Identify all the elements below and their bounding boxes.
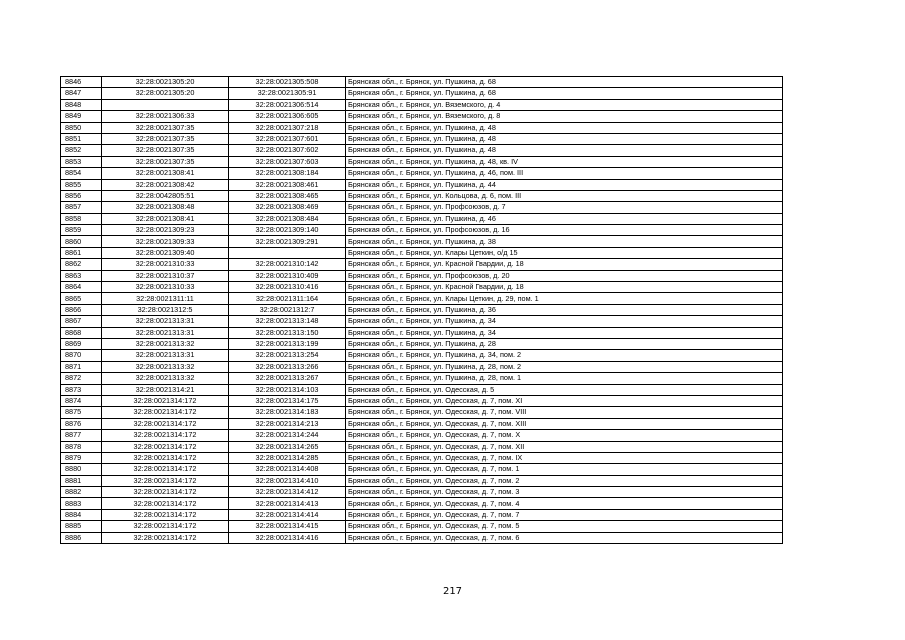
parent-cadastral-number-cell: 32:28:0021309:23 [102,225,229,236]
table-row [61,464,783,475]
row-number-cell: 8857 [61,202,102,213]
cadastral-number-cell: 32:28:0021314:408 [229,464,346,475]
table-row [61,498,783,509]
table-row [61,282,783,293]
row-number-cell: 8846 [61,77,102,88]
cadastral-number-cell: 32:28:0021314:412 [229,487,346,498]
parent-cadastral-number-cell: 32:28:0021313:32 [102,361,229,372]
cadastral-number-cell: 32:28:0021308:184 [229,168,346,179]
row-number-cell: 8847 [61,88,102,99]
parent-cadastral-number-cell: 32:28:0021310:37 [102,270,229,281]
row-number-cell: 8854 [61,168,102,179]
address-cell: Брянская обл., г. Брянск, ул. Пушкина, д. 48 [346,122,783,133]
table-row [61,327,783,338]
parent-cadastral-number-cell: 32:28:0021308:41 [102,213,229,224]
table-row [61,304,783,315]
row-number-cell: 8848 [61,99,102,110]
parent-cadastral-number-cell: 32:28:0021305:20 [102,88,229,99]
parent-cadastral-number-cell: 32:28:0021310:33 [102,282,229,293]
row-number-cell: 8882 [61,487,102,498]
cadastral-number-cell: 32:28:0021313:254 [229,350,346,361]
cadastral-number-cell: 32:28:0021307:218 [229,122,346,133]
row-number-cell: 8885 [61,521,102,532]
parent-cadastral-number-cell: 32:28:0021307:35 [102,145,229,156]
row-number-cell: 8870 [61,350,102,361]
row-number-cell: 8880 [61,464,102,475]
cadastral-number-cell: 32:28:0021310:409 [229,270,346,281]
parent-cadastral-number-cell: 32:28:0021307:35 [102,122,229,133]
cadastral-number-cell: 32:28:0021312:7 [229,304,346,315]
address-cell: Брянская обл., г. Брянск, ул. Одесская, д. 7, пом. 2 [346,475,783,486]
parent-cadastral-number-cell: 32:28:0021313:31 [102,316,229,327]
parent-cadastral-number-cell: 32:28:0021314:172 [102,532,229,543]
parent-cadastral-number-cell: 32:28:0021314:172 [102,509,229,520]
table-row [61,168,783,179]
table-row [61,122,783,133]
parent-cadastral-number-cell: 32:28:0021314:172 [102,452,229,463]
parent-cadastral-number-cell: 32:28:0021314:172 [102,407,229,418]
parent-cadastral-number-cell: 32:28:0021312:5 [102,304,229,315]
address-cell: Брянская обл., г. Брянск, ул. Вяземского, д. 4 [346,99,783,110]
address-cell: Брянская обл., г. Брянск, ул. Одесская, д. 7, пом. VIII [346,407,783,418]
cadastral-number-cell: 32:28:0021314:183 [229,407,346,418]
table-row [61,418,783,429]
parent-cadastral-number-cell: 32:28:0021314:172 [102,487,229,498]
row-number-cell: 8849 [61,111,102,122]
address-cell: Брянская обл., г. Брянск, ул. Одесская, д. 7, пом. XII [346,441,783,452]
parent-cadastral-number-cell [102,99,229,110]
address-cell: Брянская обл., г. Брянск, ул. Пушкина, д. 48 [346,145,783,156]
address-cell: Брянская обл., г. Брянск, ул. Красной Гвардии, д. 18 [346,282,783,293]
table-row [61,407,783,418]
table-row [61,441,783,452]
table-row [61,77,783,88]
cadastral-number-cell: 32:28:0021308:469 [229,202,346,213]
address-cell: Брянская обл., г. Брянск, ул. Одесская, д. 7, пом. 5 [346,521,783,532]
address-cell: Брянская обл., г. Брянск, ул. Пушкина, д. 48 [346,133,783,144]
table-row [61,475,783,486]
parent-cadastral-number-cell: 32:28:0021314:21 [102,384,229,395]
table-body [61,77,783,544]
table-row [61,509,783,520]
table-row [61,350,783,361]
parent-cadastral-number-cell: 32:28:0021306:33 [102,111,229,122]
cadastral-number-cell [229,247,346,258]
row-number-cell: 8872 [61,373,102,384]
cadastral-number-cell: 32:28:0021314:413 [229,498,346,509]
row-number-cell: 8877 [61,430,102,441]
parent-cadastral-number-cell: 32:28:0021314:172 [102,498,229,509]
address-cell: Брянская обл., г. Брянск, ул. Пушкина, д. 68 [346,88,783,99]
table-row [61,145,783,156]
row-number-cell: 8869 [61,338,102,349]
row-number-cell: 8863 [61,270,102,281]
address-cell: Брянская обл., г. Брянск, ул. Одесская, д. 7, пом. XIII [346,418,783,429]
table-row [61,361,783,372]
address-cell: Брянская обл., г. Брянск, ул. Красной Гвардии, д. 18 [346,259,783,270]
address-cell: Брянская обл., г. Брянск, ул. Одесская, д. 7, пом. X [346,430,783,441]
cadastral-number-cell: 32:28:0021313:267 [229,373,346,384]
row-number-cell: 8856 [61,190,102,201]
row-number-cell: 8875 [61,407,102,418]
parent-cadastral-number-cell: 32:28:0021313:32 [102,338,229,349]
cadastral-number-cell: 32:28:0021306:514 [229,99,346,110]
row-number-cell: 8855 [61,179,102,190]
table-row [61,338,783,349]
table-row [61,384,783,395]
cadastral-number-cell: 32:28:0021314:285 [229,452,346,463]
address-cell: Брянская обл., г. Брянск, ул. Клары Цеткин, о/д 15 [346,247,783,258]
row-number-cell: 8859 [61,225,102,236]
cadastral-number-cell: 32:28:0021310:142 [229,259,346,270]
row-number-cell: 8881 [61,475,102,486]
parent-cadastral-number-cell: 32:28:0021311:11 [102,293,229,304]
parent-cadastral-number-cell: 32:28:0021314:172 [102,395,229,406]
cadastral-number-cell: 32:28:0021314:213 [229,418,346,429]
cadastral-number-cell: 32:28:0021314:265 [229,441,346,452]
table-row [61,247,783,258]
table-row [61,521,783,532]
cadastral-number-cell: 32:28:0021314:414 [229,509,346,520]
cadastral-number-cell: 32:28:0021313:266 [229,361,346,372]
address-cell: Брянская обл., г. Брянск, ул. Клары Цеткин, д. 29, пом. 1 [346,293,783,304]
table-row [61,179,783,190]
row-number-cell: 8878 [61,441,102,452]
cadastral-number-cell: 32:28:0021313:148 [229,316,346,327]
address-cell: Брянская обл., г. Брянск, ул. Кольцова, д. 6, пом. III [346,190,783,201]
address-cell: Брянская обл., г. Брянск, ул. Пушкина, д. 46, пом. III [346,168,783,179]
row-number-cell: 8886 [61,532,102,543]
cadastral-number-cell: 32:28:0021314:415 [229,521,346,532]
cadastral-number-cell: 32:28:0021305:508 [229,77,346,88]
parent-cadastral-number-cell: 32:28:0021314:172 [102,464,229,475]
table-row [61,430,783,441]
table-row [61,316,783,327]
row-number-cell: 8868 [61,327,102,338]
cadastral-number-cell: 32:28:0021308:484 [229,213,346,224]
parent-cadastral-number-cell: 32:28:0021307:35 [102,133,229,144]
row-number-cell: 8884 [61,509,102,520]
row-number-cell: 8864 [61,282,102,293]
parent-cadastral-number-cell: 32:28:0021309:40 [102,247,229,258]
cadastral-number-cell: 32:28:0021310:416 [229,282,346,293]
row-number-cell: 8883 [61,498,102,509]
address-cell: Брянская обл., г. Брянск, ул. Одесская, д. 7, пом. 7 [346,509,783,520]
address-cell: Брянская обл., г. Брянск, ул. Пушкина, д. 28, пом. 2 [346,361,783,372]
parent-cadastral-number-cell: 32:28:0021314:172 [102,521,229,532]
table-row [61,236,783,247]
table-row [61,395,783,406]
page-number: 217 [442,586,463,597]
table-row [61,156,783,167]
cadastral-number-cell: 32:28:0021309:140 [229,225,346,236]
cadastral-number-cell: 32:28:0021314:416 [229,532,346,543]
address-cell: Брянская обл., г. Брянск, ул. Пушкина, д. 48, кв. IV [346,156,783,167]
row-number-cell: 8867 [61,316,102,327]
cadastral-number-cell: 32:28:0021313:199 [229,338,346,349]
table-row [61,259,783,270]
address-cell: Брянская обл., г. Брянск, ул. Профсоюзов, д. 7 [346,202,783,213]
address-cell: Брянская обл., г. Брянск, ул. Одесская, д. 7, пом. 6 [346,532,783,543]
cadastral-number-cell: 32:28:0021309:291 [229,236,346,247]
row-number-cell: 8874 [61,395,102,406]
cadastral-number-cell: 32:28:0021307:603 [229,156,346,167]
parent-cadastral-number-cell: 32:28:0021307:35 [102,156,229,167]
parent-cadastral-number-cell: 32:28:0021310:33 [102,259,229,270]
address-cell: Брянская обл., г. Брянск, ул. Одесская, д. 7, пом. XI [346,395,783,406]
address-cell: Брянская обл., г. Брянск, ул. Одесская, д. 5 [346,384,783,395]
cadastral-registry-table [60,76,783,544]
table-row [61,111,783,122]
table-row [61,373,783,384]
address-cell: Брянская обл., г. Брянск, ул. Пушкина, д. 34 [346,316,783,327]
address-cell: Брянская обл., г. Брянск, ул. Пушкина, д. 34, пом. 2 [346,350,783,361]
parent-cadastral-number-cell: 32:28:0021314:172 [102,441,229,452]
cadastral-number-cell: 32:28:0021314:244 [229,430,346,441]
table-row [61,133,783,144]
parent-cadastral-number-cell: 32:28:0042805:51 [102,190,229,201]
row-number-cell: 8851 [61,133,102,144]
table-row [61,270,783,281]
parent-cadastral-number-cell: 32:28:0021308:48 [102,202,229,213]
parent-cadastral-number-cell: 32:28:0021308:41 [102,168,229,179]
table-row [61,190,783,201]
cadastral-number-cell: 32:28:0021308:465 [229,190,346,201]
address-cell: Брянская обл., г. Брянск, ул. Пушкина, д. 68 [346,77,783,88]
address-cell: Брянская обл., г. Брянск, ул. Пушкина, д. 28 [346,338,783,349]
table-row [61,99,783,110]
address-cell: Брянская обл., г. Брянск, ул. Одесская, д. 7, пом. 4 [346,498,783,509]
parent-cadastral-number-cell: 32:28:0021313:31 [102,350,229,361]
table-row [61,452,783,463]
cadastral-number-cell: 32:28:0021307:602 [229,145,346,156]
row-number-cell: 8850 [61,122,102,133]
row-number-cell: 8876 [61,418,102,429]
table-row [61,487,783,498]
row-number-cell: 8862 [61,259,102,270]
table-row [61,532,783,543]
parent-cadastral-number-cell: 32:28:0021309:33 [102,236,229,247]
cadastral-number-cell: 32:28:0021307:601 [229,133,346,144]
row-number-cell: 8879 [61,452,102,463]
address-cell: Брянская обл., г. Брянск, ул. Пушкина, д. 36 [346,304,783,315]
address-cell: Брянская обл., г. Брянск, ул. Профсоюзов, д. 16 [346,225,783,236]
row-number-cell: 8852 [61,145,102,156]
parent-cadastral-number-cell: 32:28:0021308:42 [102,179,229,190]
address-cell: Брянская обл., г. Брянск, ул. Профсоюзов, д. 20 [346,270,783,281]
row-number-cell: 8865 [61,293,102,304]
cadastral-number-cell: 32:28:0021308:461 [229,179,346,190]
cadastral-number-cell: 32:28:0021306:605 [229,111,346,122]
row-number-cell: 8858 [61,213,102,224]
parent-cadastral-number-cell: 32:28:0021314:172 [102,418,229,429]
parent-cadastral-number-cell: 32:28:0021305:20 [102,77,229,88]
address-cell: Брянская обл., г. Брянск, ул. Одесская, д. 7, пом. 1 [346,464,783,475]
address-cell: Брянская обл., г. Брянск, ул. Пушкина, д. 46 [346,213,783,224]
table-row [61,88,783,99]
parent-cadastral-number-cell: 32:28:0021314:172 [102,430,229,441]
parent-cadastral-number-cell: 32:28:0021313:31 [102,327,229,338]
address-cell: Брянская обл., г. Брянск, ул. Пушкина, д. 44 [346,179,783,190]
cadastral-number-cell: 32:28:0021311:164 [229,293,346,304]
table-row [61,225,783,236]
parent-cadastral-number-cell: 32:28:0021313:32 [102,373,229,384]
address-cell: Брянская обл., г. Брянск, ул. Пушкина, д. 38 [346,236,783,247]
table-row [61,293,783,304]
table-row [61,213,783,224]
address-cell: Брянская обл., г. Брянск, ул. Одесская, д. 7, пом. 3 [346,487,783,498]
address-cell: Брянская обл., г. Брянск, ул. Одесская, д. 7, пом. IX [346,452,783,463]
cadastral-number-cell: 32:28:0021314:175 [229,395,346,406]
address-cell: Брянская обл., г. Брянск, ул. Вяземского, д. 8 [346,111,783,122]
row-number-cell: 8861 [61,247,102,258]
address-cell: Брянская обл., г. Брянск, ул. Пушкина, д. 28, пом. 1 [346,373,783,384]
cadastral-number-cell: 32:28:0021313:150 [229,327,346,338]
table-row [61,202,783,213]
row-number-cell: 8871 [61,361,102,372]
cadastral-number-cell: 32:28:0021314:103 [229,384,346,395]
address-cell: Брянская обл., г. Брянск, ул. Пушкина, д. 34 [346,327,783,338]
row-number-cell: 8853 [61,156,102,167]
cadastral-number-cell: 32:28:0021314:410 [229,475,346,486]
parent-cadastral-number-cell: 32:28:0021314:172 [102,475,229,486]
row-number-cell: 8860 [61,236,102,247]
row-number-cell: 8866 [61,304,102,315]
row-number-cell: 8873 [61,384,102,395]
cadastral-number-cell: 32:28:0021305:91 [229,88,346,99]
